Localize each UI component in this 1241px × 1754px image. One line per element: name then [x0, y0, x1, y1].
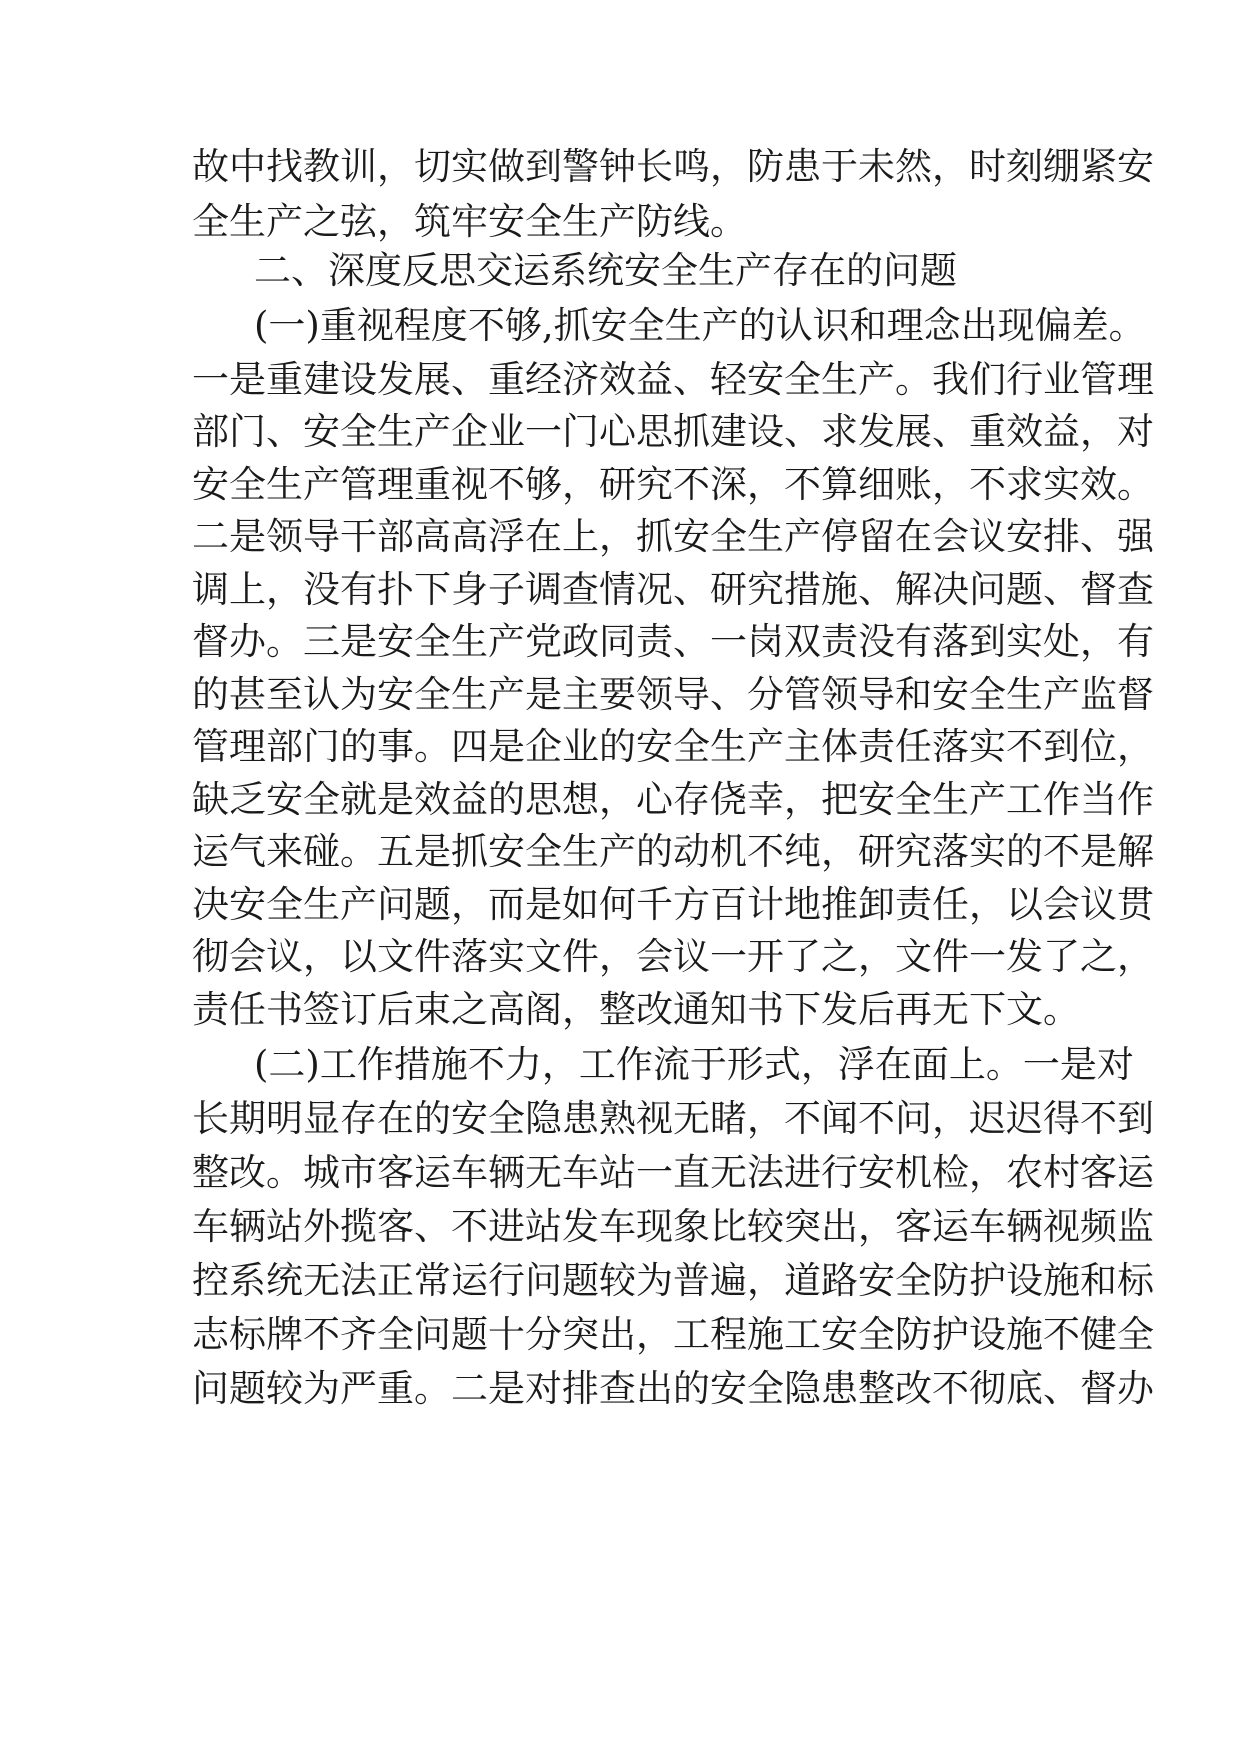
text-line: 责任书签订后束之高阁，整改通知书下发后再无下文。	[192, 988, 1080, 1031]
text-line: 志标牌不齐全问题十分突出，工程施工安全防护设施不健全	[192, 1313, 1154, 1356]
text-line: 缺乏安全就是效益的思想，心存侥幸，把安全生产工作当作	[192, 778, 1154, 821]
text-line: 车辆站外揽客、不进站发车现象比较突出，客运车辆视频监	[192, 1205, 1154, 1248]
section-heading: 二、深度反思交运系统安全生产存在的问题	[254, 249, 957, 292]
text-line: 管理部门的事。四是企业的安全生产主体责任落实不到位，	[192, 725, 1154, 768]
text-line: 长期明显存在的安全隐患熟视无睹，不闻不问，迟迟得不到	[192, 1097, 1154, 1140]
text-line: 二是领导干部高高浮在上，抓安全生产停留在会议安排、强	[192, 515, 1154, 558]
subsection-heading: (一)重视程度不够,抓安全生产的认识和理念出现偏差。	[254, 304, 1146, 347]
text-line: 决安全生产问题，而是如何千方百计地推卸责任，以会议贯	[192, 883, 1154, 926]
text-line: 整改。城市客运车辆无车站一直无法进行安机检，农村客运	[192, 1151, 1154, 1194]
text-line: 控系统无法正常运行问题较为普遍，道路安全防护设施和标	[192, 1259, 1154, 1302]
text-line: 运气来碰。五是抓安全生产的动机不纯，研究落实的不是解	[192, 830, 1154, 873]
subsection-heading: (二)工作措施不力，工作流于形式，浮在面上。一是对	[254, 1043, 1134, 1086]
text-line: 安全生产管理重视不够，研究不深，不算细账，不求实效。	[192, 463, 1154, 506]
text-line: 问题较为严重。二是对排查出的安全隐患整改不彻底、督办	[192, 1367, 1154, 1410]
text-line: 全生产之弦，筑牢安全生产防线。	[192, 200, 747, 243]
text-line: 故中找教训，切实做到警钟长鸣，防患于未然，时刻绷紧安	[192, 145, 1154, 188]
text-line: 一是重建设发展、重经济效益、轻安全生产。我们行业管理	[192, 358, 1154, 401]
text-line: 部门、安全生产企业一门心思抓建设、求发展、重效益，对	[192, 410, 1154, 453]
text-line: 督办。三是安全生产党政同责、一岗双责没有落到实处，有	[192, 620, 1154, 663]
text-line: 彻会议，以文件落实文件，会议一开了之，文件一发了之，	[192, 935, 1154, 978]
text-line: 的甚至认为安全生产是主要领导、分管领导和安全生产监督	[192, 673, 1154, 716]
text-line: 调上，没有扑下身子调查情况、研究措施、解决问题、督查	[192, 568, 1154, 611]
